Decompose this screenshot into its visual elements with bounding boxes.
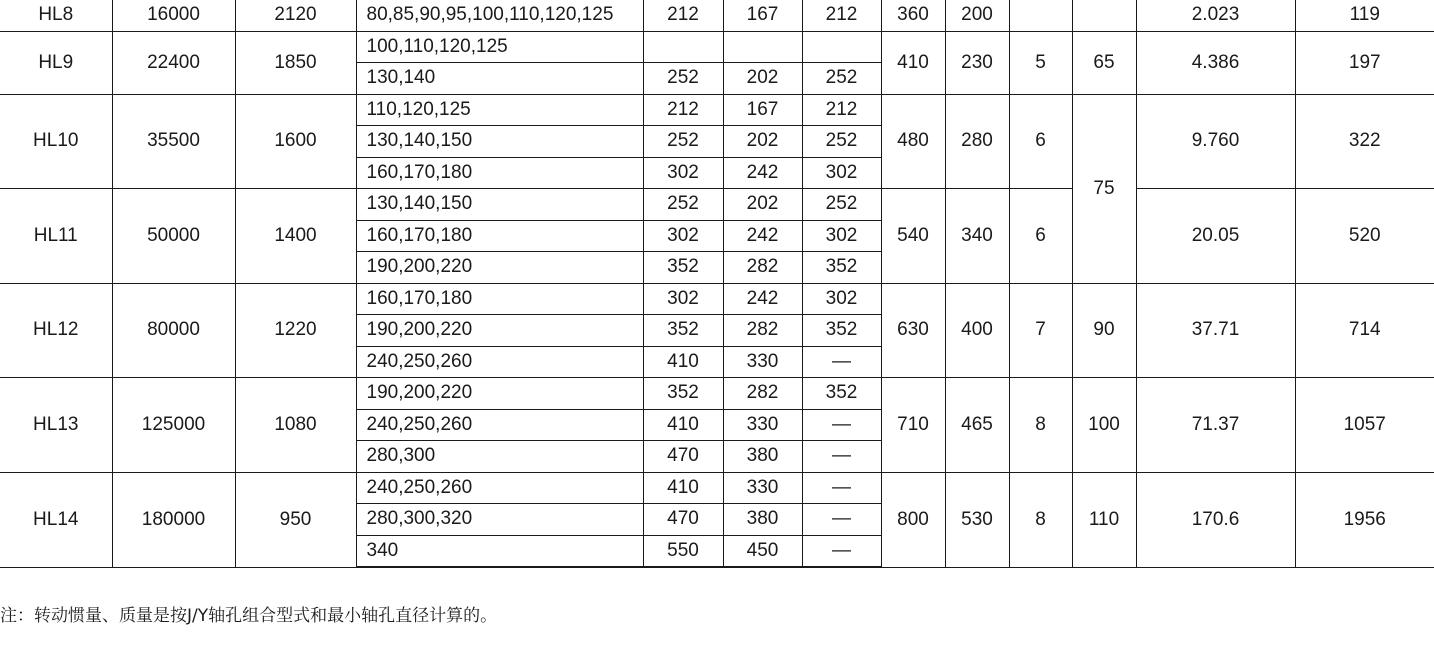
length-l3-cell: 352 [802,378,881,410]
length-l1-cell: 410 [643,409,723,441]
speed-cell: 950 [235,472,356,567]
model-cell: HL13 [0,378,112,473]
inertia-cell: 4.386 [1136,31,1295,94]
bore-cell: 280,300 [356,441,643,473]
diameter-d1-cell: 465 [945,378,1009,473]
length-l3-cell: 212 [802,0,881,31]
length-l2-cell: 330 [723,346,802,378]
bore-cell: 190,200,220 [356,252,643,284]
bore-cell: 160,170,180 [356,220,643,252]
length-l3-cell: 252 [802,126,881,158]
bore-cell: 80,85,90,95,100,110,120,125 [356,0,643,31]
model-cell: HL14 [0,472,112,567]
mass-cell: 197 [1295,31,1434,94]
mass-cell: 520 [1295,189,1434,284]
length-l3-cell: — [802,441,881,473]
length-l1-cell: 302 [643,157,723,189]
speed-cell: 1080 [235,378,356,473]
s-cell: 6 [1009,189,1072,284]
speed-cell: 1600 [235,94,356,189]
bore-cell: 340 [356,535,643,567]
length-l3-cell: — [802,409,881,441]
table-footnote: 注：转动惯量、质量是按J/Y轴孔组合型式和最小轴孔直径计算的。 [0,606,498,626]
s-cell: 8 [1009,472,1072,567]
model-cell: HL11 [0,189,112,284]
length-l2-cell [723,31,802,63]
bore-cell: 280,300,320 [356,504,643,536]
length-l1-cell: 470 [643,441,723,473]
diameter-d-cell: 630 [881,283,945,378]
mass-cell: 322 [1295,94,1434,189]
length-l3-cell: 352 [802,252,881,284]
diameter-d1-cell: 200 [945,0,1009,31]
length-l1-cell: 212 [643,0,723,31]
bore-cell: 160,170,180 [356,283,643,315]
s-cell [1009,0,1072,31]
bore-cell: 130,140,150 [356,189,643,221]
speed-cell: 1220 [235,283,356,378]
length-l3-cell: — [802,504,881,536]
length-l3-cell: 302 [802,220,881,252]
torque-cell: 125000 [112,378,235,473]
length-l3-cell: — [802,472,881,504]
torque-cell: 16000 [112,0,235,31]
diameter-d-cell: 800 [881,472,945,567]
diameter-d-cell: 360 [881,0,945,31]
length-l3-cell: 212 [802,94,881,126]
b-cell: 65 [1072,31,1136,94]
bore-cell: 240,250,260 [356,472,643,504]
length-l1-cell: 550 [643,535,723,567]
speed-cell: 1850 [235,31,356,94]
diameter-d1-cell: 400 [945,283,1009,378]
table-row [0,283,1434,315]
length-l3-cell: 352 [802,315,881,347]
speed-cell: 2120 [235,0,356,31]
diameter-d1-cell: 230 [945,31,1009,94]
inertia-cell: 170.6 [1136,472,1295,567]
length-l2-cell: 242 [723,283,802,315]
s-cell: 5 [1009,31,1072,94]
length-l2-cell: 282 [723,378,802,410]
length-l1-cell: 252 [643,189,723,221]
diameter-d-cell: 480 [881,94,945,189]
length-l2-cell: 330 [723,472,802,504]
length-l1-cell: 212 [643,94,723,126]
bore-cell: 190,200,220 [356,378,643,410]
diameter-d-cell: 540 [881,189,945,284]
inertia-cell: 9.760 [1136,94,1295,189]
bore-cell: 190,200,220 [356,315,643,347]
diameter-d1-cell: 530 [945,472,1009,567]
length-l1-cell: 352 [643,378,723,410]
inertia-cell: 37.71 [1136,283,1295,378]
length-l1-cell: 302 [643,283,723,315]
b-cell: 100 [1072,378,1136,473]
model-cell: HL9 [0,31,112,94]
model-cell: HL10 [0,94,112,189]
inertia-cell: 71.37 [1136,378,1295,473]
table-row [0,94,1434,126]
length-l3-cell: — [802,346,881,378]
table-row [0,31,1434,63]
model-cell: HL12 [0,283,112,378]
mass-cell: 714 [1295,283,1434,378]
length-l2-cell: 282 [723,315,802,347]
length-l3-cell: — [802,535,881,567]
bore-cell: 100,110,120,125 [356,31,643,63]
b-cell: 110 [1072,472,1136,567]
table-row [0,378,1434,410]
length-l1-cell: 302 [643,220,723,252]
s-cell: 7 [1009,283,1072,378]
length-l2-cell: 202 [723,63,802,95]
bore-cell: 110,120,125 [356,94,643,126]
length-l1-cell [643,31,723,63]
length-l2-cell: 242 [723,157,802,189]
length-l3-cell: 302 [802,283,881,315]
length-l1-cell: 252 [643,63,723,95]
inertia-cell: 20.05 [1136,189,1295,284]
diameter-d-cell: 710 [881,378,945,473]
length-l3-cell: 252 [802,63,881,95]
b-cell: 90 [1072,283,1136,378]
length-l2-cell: 330 [723,409,802,441]
mass-cell: 1956 [1295,472,1434,567]
length-l2-cell: 450 [723,535,802,567]
table-row [0,189,1434,221]
torque-cell: 180000 [112,472,235,567]
s-cell: 8 [1009,378,1072,473]
diameter-d-cell: 410 [881,31,945,94]
length-l1-cell: 252 [643,126,723,158]
mass-cell: 1057 [1295,378,1434,473]
length-l2-cell: 202 [723,189,802,221]
model-cell: HL8 [0,0,112,31]
table-row [0,472,1434,504]
length-l2-cell: 380 [723,441,802,473]
length-l1-cell: 352 [643,252,723,284]
length-l2-cell: 380 [723,504,802,536]
torque-cell: 22400 [112,31,235,94]
length-l1-cell: 352 [643,315,723,347]
bore-cell: 240,250,260 [356,346,643,378]
torque-cell: 80000 [112,283,235,378]
diameter-d1-cell: 340 [945,189,1009,284]
inertia-cell: 2.023 [1136,0,1295,31]
length-l3-cell: 302 [802,157,881,189]
bore-cell: 130,140,150 [356,126,643,158]
torque-cell: 50000 [112,189,235,284]
length-l2-cell: 242 [723,220,802,252]
b-cell: 75 [1072,94,1136,283]
bore-cell: 160,170,180 [356,157,643,189]
length-l1-cell: 410 [643,346,723,378]
length-l2-cell: 167 [723,0,802,31]
diameter-d1-cell: 280 [945,94,1009,189]
length-l2-cell: 282 [723,252,802,284]
torque-cell: 35500 [112,94,235,189]
bore-cell: 240,250,260 [356,409,643,441]
mass-cell: 119 [1295,0,1434,31]
length-l3-cell: 252 [802,189,881,221]
speed-cell: 1400 [235,189,356,284]
length-l1-cell: 410 [643,472,723,504]
length-l3-cell [802,31,881,63]
table-row [0,0,1434,31]
s-cell: 6 [1009,94,1072,189]
b-cell [1072,0,1136,31]
length-l1-cell: 470 [643,504,723,536]
bore-cell: 130,140 [356,63,643,95]
length-l2-cell: 202 [723,126,802,158]
length-l2-cell: 167 [723,94,802,126]
